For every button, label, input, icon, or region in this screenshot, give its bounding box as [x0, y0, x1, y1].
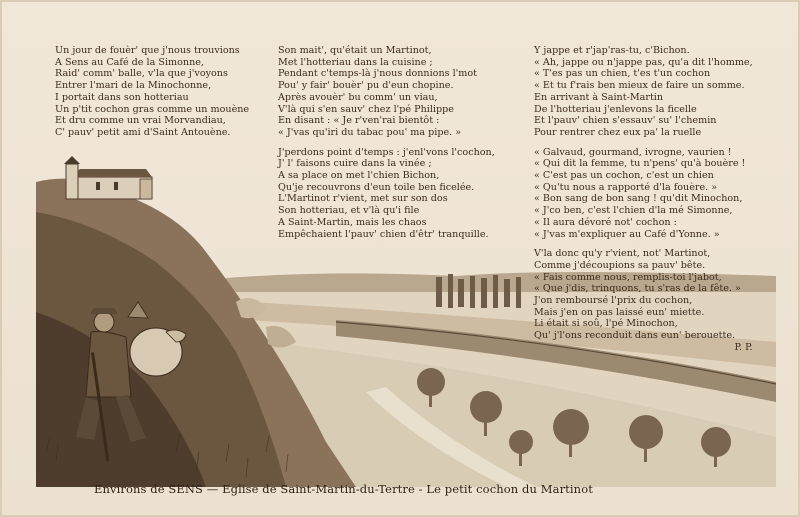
stanza-gap — [534, 139, 753, 147]
poem-line: L'Martinot r'vient, met sur son dos — [278, 193, 448, 205]
poem-line: « Et tu f'rais ben mieux de faire un somme. — [534, 80, 745, 92]
poem-line: « J'co ben, c'est l'chien d'la mé Simonne, — [534, 205, 733, 217]
poem-signature: P. P. — [734, 341, 753, 353]
poem-line: « Qu'tu nous a rapporté d'la fouère. » — [534, 181, 718, 193]
poem-line: Un jour de fouèr' que j'nous trouvions — [55, 45, 240, 56]
poem-line: Comme j'découpions sa pauv' bête. — [534, 259, 706, 271]
poem-line: Qu' j'l'ons reconduit dans eun' berouette. — [534, 330, 736, 342]
poem-column-3 — [534, 45, 753, 354]
poem-line: Pou' y fair' bouèr' pu d'eun chopine. — [278, 80, 454, 92]
poem-column-2 — [278, 45, 495, 240]
stanza-gap — [278, 139, 495, 147]
poem-line: Son hotteriau, et v'là qu'i file — [278, 205, 420, 217]
postcard-caption: Environs de SENS — Eglise de Saint-Martin-du-Tertre - Le petit cochon du Martinot — [94, 482, 593, 496]
poem-line: Empêchaient l'pauv' chien d'êtr' tranquille. — [278, 228, 489, 240]
poem-line: J' l' faisons cuire dans la vinée ; — [278, 158, 432, 170]
poem-line: « J'vas qu'iri du tabac pou' ma pipe. » — [278, 126, 462, 138]
poem-line: Li était si soû, l'pé Minochon, — [534, 318, 678, 330]
poem-line: J'perdons point d'temps : j'enl'vons l'cochon, — [278, 146, 495, 158]
poem-line: Son mait', qu'était un Martinot, — [278, 45, 432, 56]
poem-line: Et dru comme un vrai Morvandiau, — [55, 115, 226, 127]
poem-line: « Fais comme nous, remplis-toi l'jabot, — [534, 271, 722, 283]
poem-line: « Qui dit la femme, tu n'pens' qu'à bouère ! — [534, 158, 746, 170]
poem-line: Pendant c'temps-là j'nous donnions l'mot — [278, 68, 478, 80]
poem-line: V'la donc qu'y r'vient, not' Martinot, — [534, 248, 711, 260]
stanza-gap — [534, 240, 753, 248]
poem-line: V'là qui s'en sauv' chez l'pé Philippe — [278, 103, 454, 115]
poem-line: « J'vas m'expliquer au Café d'Yonne. » — [534, 228, 720, 240]
poem-line: Un p'tit cochon gras comme un mouène — [55, 103, 250, 115]
poem-line: « Bon sang de bon sang ! qu'dit Minochon, — [534, 193, 743, 205]
poem-line: « Il aura dévoré not' cochon : — [534, 216, 677, 228]
poem-line: « Que j'dis, trinquons, tu s'ras de la fête. » — [534, 283, 741, 295]
poem-line: En arrivant à Saint-Martin — [534, 91, 664, 103]
poem-line: De l'hotteriau j'enlevons la ficelle — [534, 103, 697, 115]
poem-line: A Sens au Café de la Simonne, — [55, 56, 204, 68]
poem-line: J'on remboursé l'prix du cochon, — [534, 295, 693, 307]
poem-column-1 — [55, 45, 249, 139]
poem-line: Pour rentrer chez eux pa' la ruelle — [534, 126, 702, 138]
poem-line: Après avouèr' bu comm' un viau, — [278, 91, 438, 103]
poem-line: Mais j'en on pas laissé eun' miette. — [534, 306, 705, 318]
church-drawing — [64, 156, 152, 199]
poem-line: « C'est pas un cochon, c'est un chien — [534, 170, 714, 182]
poem-line: A Saint-Martin, mais les chaos — [278, 216, 427, 228]
poem-line: « Ah, jappe ou n'jappe pas, qu'a dit l'homme, — [534, 56, 753, 68]
poem-line: Y jappe et r'jap'ras-tu, c'Bichon. — [534, 45, 690, 56]
poem-line: « T'es pas un chien, t'es t'un cochon — [534, 68, 711, 80]
poem-line: A sa place on met l'chien Bichon, — [278, 170, 440, 182]
poem-line: Entrer l'mari de la Minochonne, — [55, 80, 212, 92]
poem-line: « Galvaud, gourmand, ivrogne, vaurien ! — [534, 146, 732, 158]
poem-line: C' pauv' petit ami d'Saint Antouène. — [55, 126, 231, 138]
poem-line: Et l'pauv' chien s'essauv' su' l'chemin — [534, 115, 717, 127]
poem-line: I portait dans son hotteriau — [55, 91, 189, 103]
poem-line: En disant : « Je r'ven'rai bientôt : — [278, 115, 440, 127]
poem-line: Met l'hotteriau dans la cuisine ; — [278, 56, 433, 68]
poem-line: Raid' comm' balle, v'la que j'voyons — [55, 68, 228, 80]
poem-line: Qu'je recouvrons d'eun toile ben ficelée. — [278, 181, 475, 193]
